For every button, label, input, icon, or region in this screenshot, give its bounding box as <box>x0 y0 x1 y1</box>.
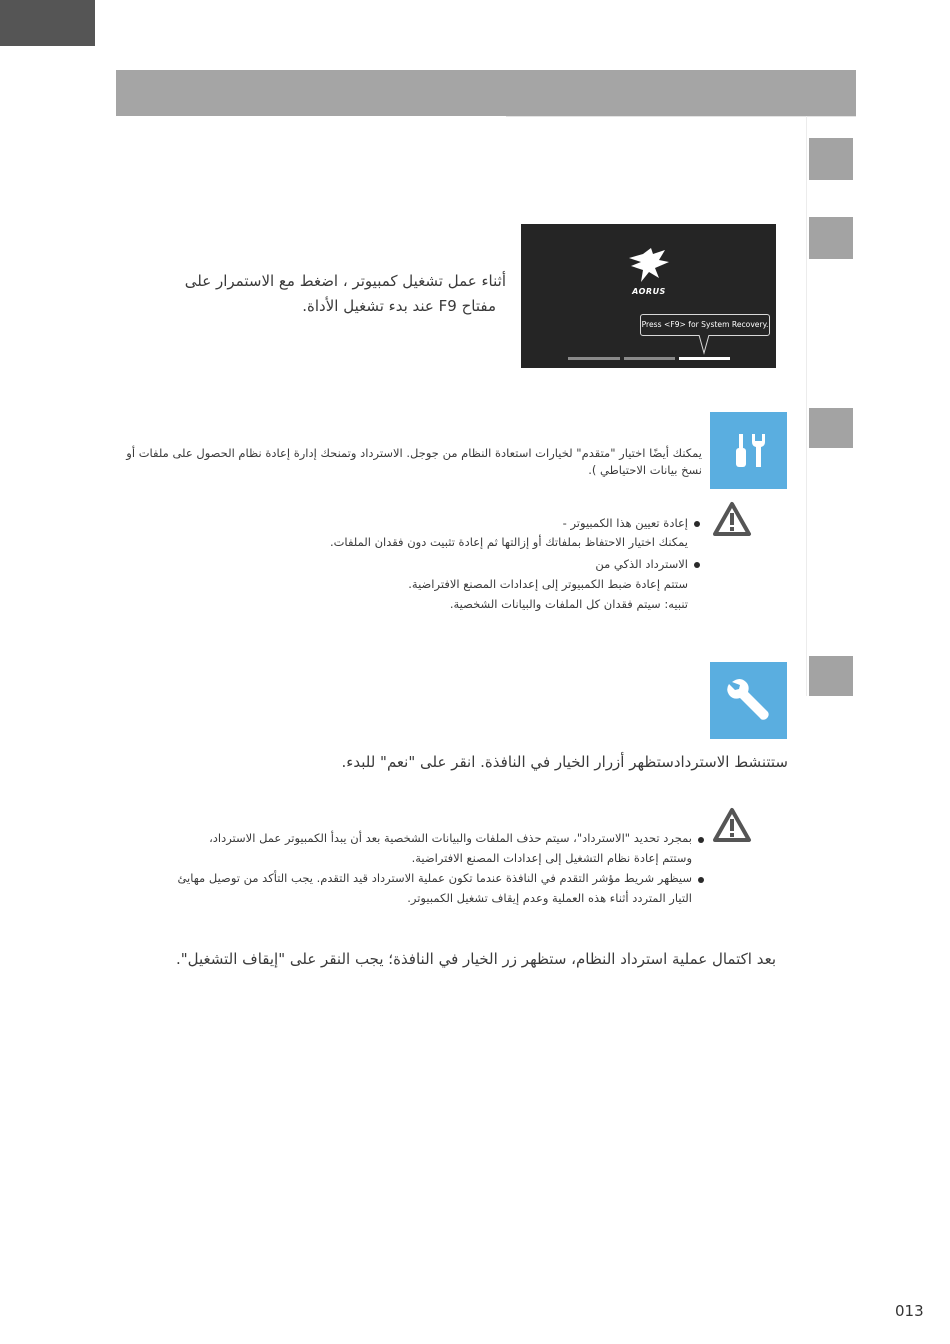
tools-icon-box <box>710 412 787 489</box>
boot-screen <box>521 224 776 368</box>
logo-text: AORUS <box>632 287 666 296</box>
callout-tail-icon <box>698 335 710 355</box>
warning2-bullet2-line1: سيظهر شريط مؤشر التقدم في النافذة عندما تكون عملية الاسترداد قيد التقدم. يجب التأكد من توصيل مهايئ <box>177 871 692 885</box>
bullet-dot <box>698 877 704 883</box>
side-marker-3 <box>809 408 853 448</box>
warning2-bullet2-line2: التيار المتردد أثناء هذه العملية وعدم إيقاف تشغيل الكمبيوتر. <box>407 891 692 905</box>
warning1-bullet1-line2: يمكنك اختيار الاحتفاظ بملفاتك أو إزالتها ثم إعادة تثبيت دون فقدان الملفات. <box>329 535 688 549</box>
warning-icon <box>711 500 753 540</box>
page-number: 013 <box>895 1302 924 1320</box>
wrench-icon <box>710 662 787 739</box>
warning2-bullet1-line2: وستتم إعادة نظام التشغيل إلى إعدادات المصنع الافتراضية. <box>411 851 692 865</box>
restore-line-2: نسخ بيانات الاحتياطي ). <box>588 463 702 477</box>
aorus-logo-icon <box>625 248 671 284</box>
side-divider <box>806 116 807 696</box>
recovery-callout: Press <F9> for System Recovery. <box>640 314 770 336</box>
restore-line-1: يمكنك أيضًا اختيار "متقدم" لخيارات استعادة النظام من جوجل. الاسترداد وتمنحك إدارة إعادة نظام الحصول على ملفات أو <box>126 446 702 460</box>
side-marker-4 <box>809 656 853 696</box>
warning-icon <box>711 806 753 846</box>
final-line-1: بعد اكتمال عملية استرداد النظام، ستظهر زر الخيار في النافذة؛ يجب النقر على "إيقاف التشغيل". <box>175 950 776 968</box>
bullet-dot <box>698 837 704 843</box>
corner-tab <box>0 0 95 46</box>
side-marker-2 <box>809 217 853 259</box>
header-underline <box>506 116 856 117</box>
progress-segment-2 <box>624 357 675 360</box>
progress-segment-3 <box>679 357 730 360</box>
intro-line-1: أثناء عمل تشغيل كمبيوتر ، اضغط مع الاستمرار على <box>184 272 506 290</box>
side-marker-1 <box>809 138 853 180</box>
intro-line-2: مفتاح F9 عند بدء تشغيل الأداة. <box>302 297 496 315</box>
bullet-dot <box>694 521 700 527</box>
wrench-icon-box <box>710 662 787 739</box>
warning1-bullet2-line3: تنبيه: سيتم فقدان كل الملفات والبيانات الشخصية. <box>449 597 688 611</box>
warning1-bullet2-line1: الاسترداد الذكي من <box>595 557 688 571</box>
header-bar <box>116 70 856 116</box>
screwdriver-wrench-icon <box>710 412 787 489</box>
warning1-bullet1-line1: إعادة تعيين هذا الكمبيوتر - <box>562 516 688 530</box>
recovery-line-1: ستتنشط الاستردادستظهر أزرار الخيار في النافذة. انقر على "نعم" للبدء. <box>341 753 788 771</box>
progress-segment-1 <box>568 357 620 360</box>
bullet-dot <box>694 562 700 568</box>
warning1-bullet2-line2: ستتم إعادة ضبط الكمبيوتر إلى إعدادات المصنع الافتراضية. <box>408 577 688 591</box>
warning2-bullet1-line1: بمجرد تحديد "الاسترداد"، سيتم حذف الملفات والبيانات الشخصية بعد أن يبدأ الكمبيوتر عمل الاسترداد، <box>209 831 692 845</box>
